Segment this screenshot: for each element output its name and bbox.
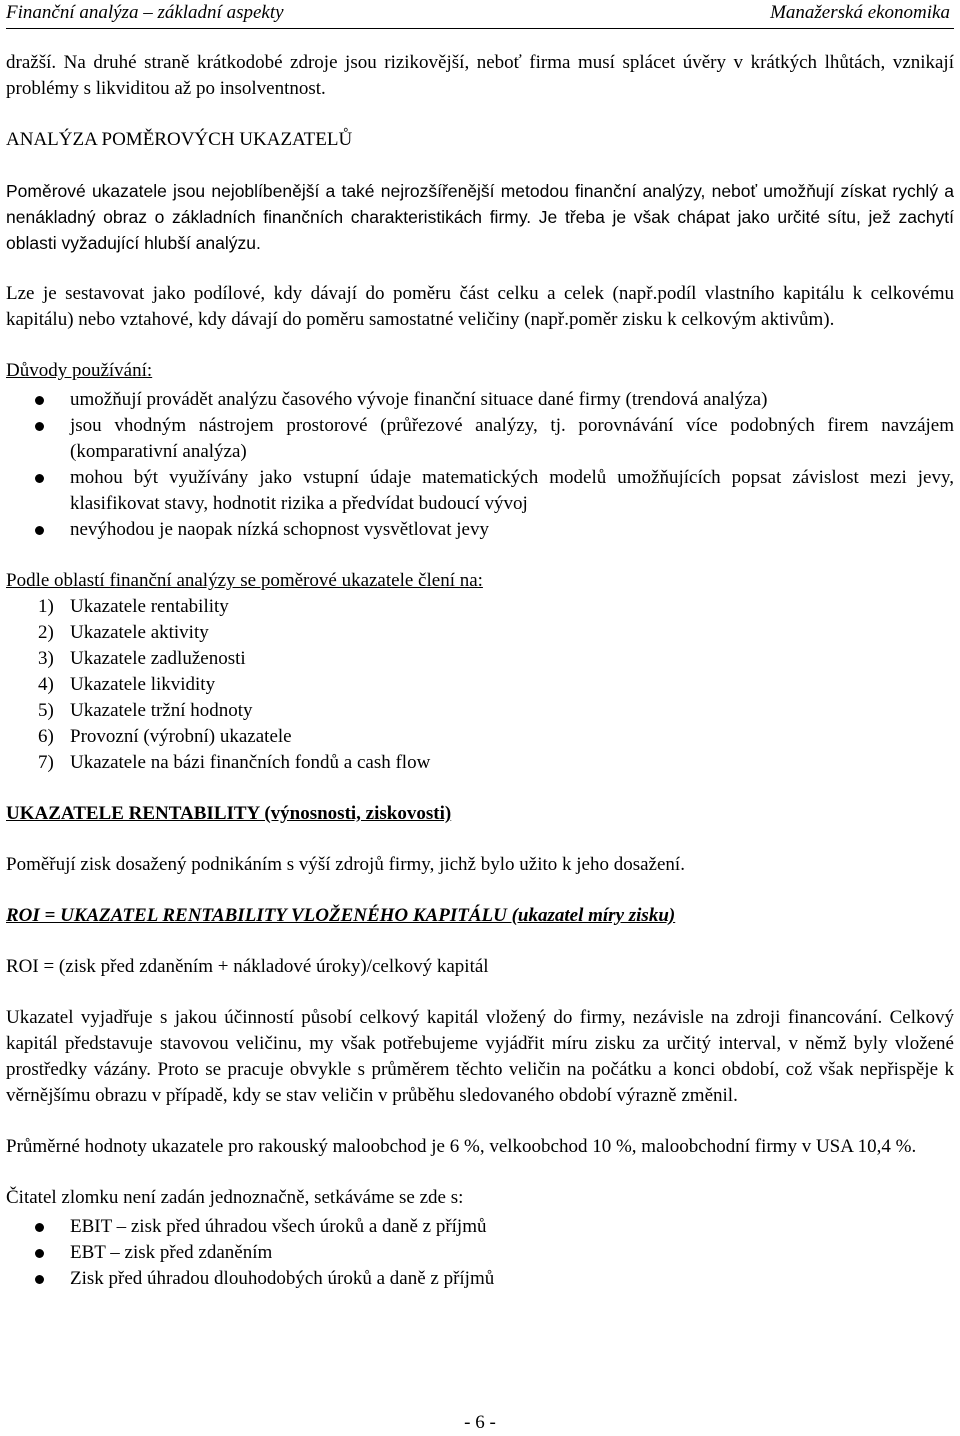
division-heading: Podle oblastí finanční analýzy se poměrové ukazatele člení na: bbox=[6, 570, 483, 591]
list-item: 1) Ukazatele rentability bbox=[38, 596, 229, 617]
list-item: EBT – zisk před zdaněním bbox=[6, 1240, 954, 1266]
header-title: Finanční analýza – základní aspekty bbox=[6, 2, 284, 23]
list-item: 6) Provozní (výrobní) ukazatele bbox=[38, 726, 292, 747]
list-item: 2) Ukazatele aktivity bbox=[38, 622, 209, 643]
list-item: EBIT – zisk před úhradou všech úroků a daně z příjmů bbox=[6, 1214, 954, 1240]
numerator-intro: Čitatel zlomku není zadán jednoznačně, setkáváme se zde s: bbox=[6, 1187, 464, 1208]
rentability-heading: UKAZATELE RENTABILITY (výnosnosti, ziskovosti) bbox=[6, 803, 452, 824]
reasons-list bbox=[6, 387, 954, 543]
roi-formula: ROI = (zisk před zdaněním + nákladové úroky)/celkový kapitál bbox=[6, 956, 489, 977]
list-item: 3) Ukazatele zadluženosti bbox=[38, 648, 246, 669]
list-item: 7) Ukazatele na bázi finančních fondů a cash flow bbox=[38, 752, 431, 773]
list-item: umožňují provádět analýzu časového vývoje finanční situace dané firmy (trendová analýza) bbox=[6, 387, 954, 413]
types-paragraph: Lze je sestavovat jako podílové, kdy dávají do poměru část celku a celek (např.podíl vlastního kapitálu k celkovému kapitálu) nebo vztahové, kdy dávají do poměru samostatné veličiny (např.poměr zisku k celkovým aktivům). bbox=[6, 283, 954, 330]
intro-paragraph: dražší. Na druhé straně krátkodobé zdroje jsou rizikovější, neboť firma musí splácet úvěry v krátkých lhůtách, vznikají problémy s likviditou až po insolventnost. bbox=[6, 52, 954, 99]
roi-heading: ROI = UKAZATEL RENTABILITY VLOŽENÉHO KAPITÁLU (ukazatel míry zisku) bbox=[6, 905, 676, 926]
list-item: jsou vhodným nástrojem prostorové (průřezové analýzy, tj. porovnávání více podobných firem navzájem (komparativní analýza) bbox=[6, 413, 954, 465]
numerator-list bbox=[6, 1214, 954, 1292]
bullet-icon bbox=[35, 396, 44, 405]
roi-paragraph: Ukazatel vyjadřuje s jakou účinností působí celkový kapitál vložený do firmy, nezávisle na zdroji financování. Celkový kapitál představuje stavovou veličinu, my však potřebujeme vyjádřit míru zisku za určitý interval, v němž byly vložené prostředky vázány. Proto se pracuje obvykle s průměrem těchto veličin na počátku a konci období, což však nepřispěje k věrnějšímu obrazu v případě, kdy se stav veličin v průběhu sledovaného období výrazně změnil. bbox=[6, 1007, 954, 1106]
reasons-heading: Důvody používání: bbox=[6, 360, 153, 381]
list-item: 4) Ukazatele likvidity bbox=[38, 674, 216, 695]
bullet-icon bbox=[35, 474, 44, 483]
bullet-icon bbox=[35, 526, 44, 535]
roi-values-paragraph: Průměrné hodnoty ukazatele pro rakouský maloobchod je 6 %, velkoobchod 10 %, maloobchodní firmy v USA 10,4 %. bbox=[6, 1136, 917, 1157]
page-header bbox=[6, 0, 954, 29]
list-item: Zisk před úhradou dlouhodobých úroků a daně z příjmů bbox=[6, 1266, 954, 1292]
definition-paragraph: Poměrové ukazatele jsou nejoblíbenější a také nejrozšířenější metodou finanční analýzy, neboť umožňují získat rychlý a nenákladný obraz o základních finančních charakteristikách firmy. Je třeba je však chápat jako určité sítu, jež zachytí oblasti vyžadující hlubší analýzu. bbox=[6, 181, 954, 253]
list-item: mohou být využívány jako vstupní údaje matematických modelů umožňujících popsat závislost mezi jevy, klasifikovat stavy, hodnotit rizika a předvídat budoucí vývoj bbox=[6, 465, 954, 517]
document-body bbox=[6, 50, 954, 1292]
rentability-paragraph: Poměřují zisk dosažený podnikáním s výší zdrojů firmy, jichž bylo užito k jeho dosažení. bbox=[6, 854, 685, 875]
list-item: nevýhodou je naopak nízká schopnost vysvětlovat jevy bbox=[6, 517, 954, 543]
section-heading: ANALÝZA POMĚROVÝCH UKAZATELŮ bbox=[6, 129, 353, 150]
bullet-icon bbox=[35, 1275, 44, 1284]
page-number: - 6 - bbox=[464, 1412, 496, 1433]
list-item: 5) Ukazatele tržní hodnoty bbox=[38, 700, 253, 721]
bullet-icon bbox=[35, 1249, 44, 1258]
header-subject: Manažerská ekonomika bbox=[770, 2, 950, 23]
bullet-icon bbox=[35, 422, 44, 431]
bullet-icon bbox=[35, 1223, 44, 1232]
division-list bbox=[6, 594, 954, 776]
